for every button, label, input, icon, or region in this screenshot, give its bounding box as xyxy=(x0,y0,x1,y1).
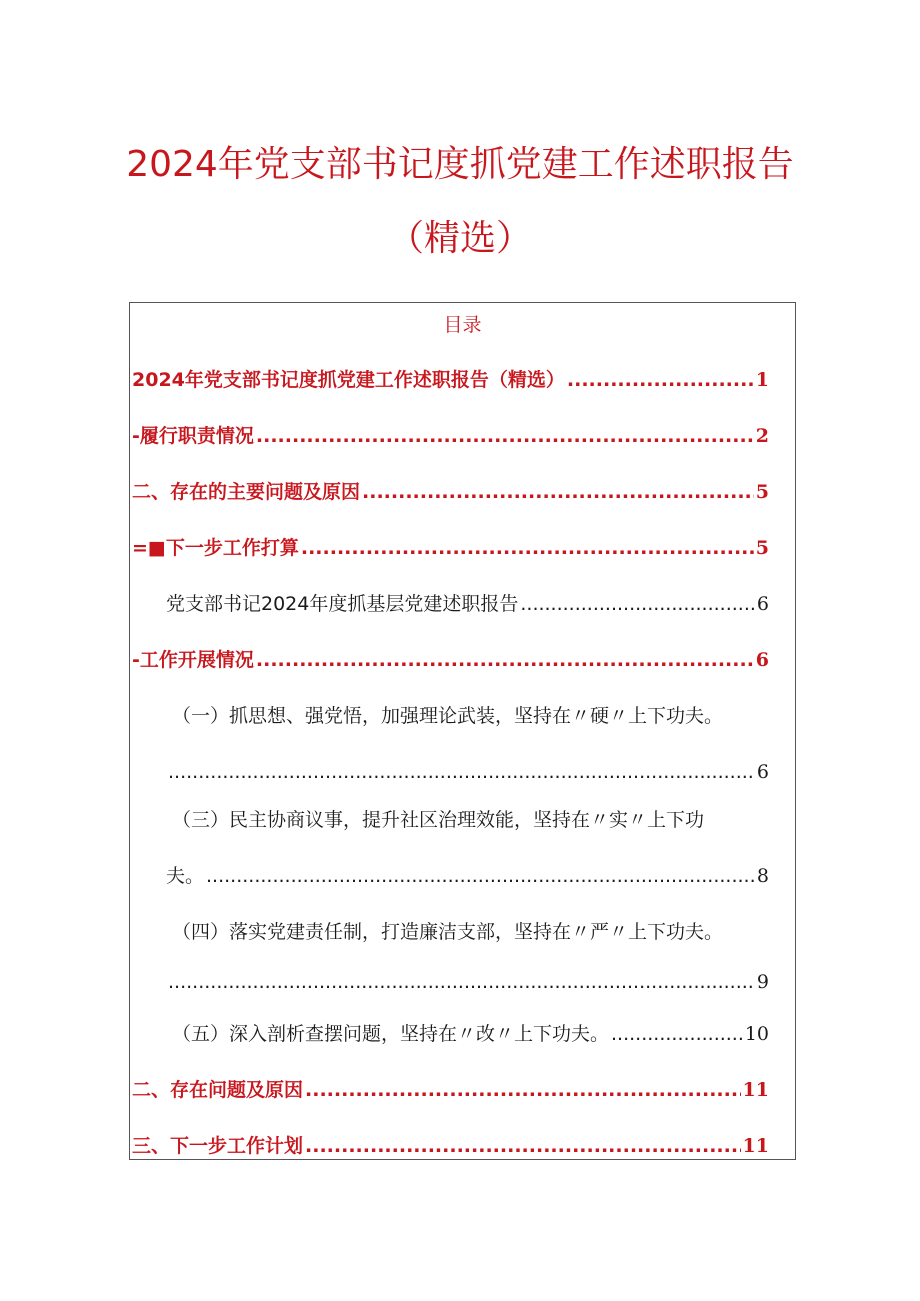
toc-entry-page: 2 xyxy=(755,425,769,447)
document-title: 2024年党支部书记度抓党建工作述职报告 xyxy=(126,144,794,185)
toc-entry-label: 二、存在的主要问题及原因 xyxy=(132,481,361,503)
toc-leader-dots xyxy=(362,479,754,505)
toc-leader-dots xyxy=(168,759,755,785)
toc-heading: 目录 xyxy=(443,314,482,336)
toc-entry-page: 1 xyxy=(755,369,769,391)
toc-entry[interactable] xyxy=(132,1133,769,1159)
document-subtitle: （精选） xyxy=(387,218,532,259)
toc-entry-page: 6 xyxy=(755,649,769,671)
toc-entry[interactable] xyxy=(132,423,769,449)
toc-leader-dots xyxy=(611,1021,743,1047)
table-of-contents xyxy=(129,302,796,1160)
toc-entry-label-line1[interactable]: （四）落实党建责任制，打造廉洁支部，坚持在〃严〃上下功夫。 xyxy=(172,921,724,943)
toc-entry[interactable] xyxy=(166,759,769,785)
toc-entry-page: 6 xyxy=(756,761,769,783)
toc-entry[interactable] xyxy=(166,863,769,889)
toc-leader-dots xyxy=(256,647,754,673)
toc-entry-page: 8 xyxy=(756,865,769,887)
toc-entry-label: -工作开展情况 xyxy=(132,649,254,671)
toc-leader-dots xyxy=(301,535,754,561)
toc-entry-label: （五）深入剖析查摆问题，坚持在〃改〃上下功夫。 xyxy=(172,1023,610,1045)
toc-entry-label: =■下一步工作打算 xyxy=(132,537,299,559)
toc-entry-label: 党支部书记2024年度抓基层党建述职报告 xyxy=(166,593,519,615)
toc-entry[interactable] xyxy=(166,591,769,617)
toc-leader-dots xyxy=(256,423,754,449)
toc-entry-page: 5 xyxy=(755,537,769,559)
toc-entry-label: 夫。 xyxy=(166,865,205,887)
toc-leader-dots xyxy=(520,591,755,617)
toc-entry-label: 2024年党支部书记度抓党建工作述职报告（精选） xyxy=(132,369,565,391)
toc-leader-dots xyxy=(305,1133,741,1159)
toc-entry[interactable] xyxy=(166,969,769,995)
toc-entry-page: 11 xyxy=(742,1079,769,1101)
toc-entry-label-line1[interactable]: （三）民主协商议事，提升社区治理效能，坚持在〃实〃上下功 xyxy=(172,809,705,831)
toc-entry-label: 三、下一步工作计划 xyxy=(132,1135,304,1157)
toc-entry[interactable] xyxy=(132,535,769,561)
toc-leader-dots xyxy=(168,969,755,995)
toc-entry-page: 5 xyxy=(755,481,769,503)
toc-leader-dots xyxy=(206,863,755,889)
toc-entry[interactable] xyxy=(132,647,769,673)
toc-entry-page: 9 xyxy=(756,971,769,993)
toc-entry-page: 11 xyxy=(742,1135,769,1157)
toc-entry[interactable] xyxy=(132,479,769,505)
toc-entry[interactable] xyxy=(172,1021,769,1047)
toc-entry[interactable] xyxy=(132,367,769,393)
toc-leader-dots xyxy=(567,367,754,393)
toc-entry-label: -履行职责情况 xyxy=(132,425,254,447)
toc-leader-dots xyxy=(305,1077,741,1103)
toc-entry-page: 6 xyxy=(756,593,769,615)
toc-entry-page: 10 xyxy=(744,1023,769,1045)
toc-entry[interactable] xyxy=(132,1077,769,1103)
toc-entry-label-line1[interactable]: （一）抓思想、强党悟，加强理论武装，坚持在〃硬〃上下功夫。 xyxy=(172,705,724,727)
toc-entry-label: 二、存在问题及原因 xyxy=(132,1079,304,1101)
